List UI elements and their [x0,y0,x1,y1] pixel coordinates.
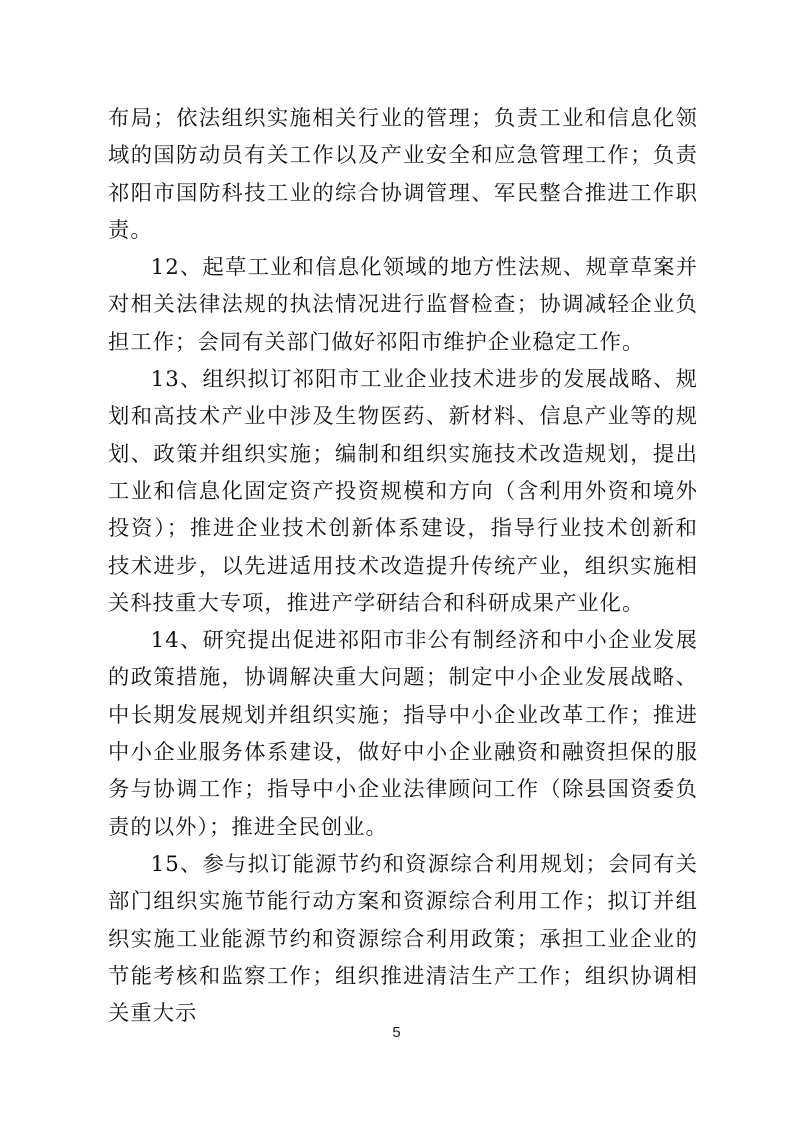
paragraph-item-12: 12、起草工业和信息化领域的地方性法规、规章草案并对相关法律法规的执法情况进行监督检查；协调减轻企业负担工作；会同有关部门做好祁阳市维护企业稳定工作。 [108,255,698,355]
paragraph-item-13: 13、组织拟订祁阳市工业企业技术进步的发展战略、规划和高技术产业中涉及生物医药、新材料、信息产业等的规划、政策并组织实施；编制和组织实施技术改造规划，提出工业和信息化固定资产投资规模和方向（含利用外资和境外投资）；推进企业技术创新体系建设，指导行业技术创新和技术进步，以先进适用技术改造提升传统产业，组织实施相关科技重大专项，推进产学研结合和科研成果产业化。 [108,367,698,616]
paragraph-item-14: 14、研究提出促进祁阳市非公有制经济和中小企业发展的政策措施，协调解决重大问题；制定中小企业发展战略、中长期发展规划并组织实施；指导中小企业改革工作；推进中小企业服务体系建设，做好中小企业融资和融资担保的服务与协调工作；指导中小企业法律顾问工作（除县国资委负责的以外）；推进全民创业。 [108,628,698,840]
page-number: 5 [392,1024,401,1041]
paragraph-continuation: 布局；依法组织实施相关行业的管理；负责工业和信息化领域的国防动员有关工作以及产业安全和应急管理工作；负责祁阳市国防科技工业的综合协调管理、军民整合推进工作职责。 [108,106,698,243]
document-body [108,100,698,1032]
paragraph-item-15: 15、参与拟订能源节约和资源综合利用规划；会同有关部门组织实施节能行动方案和资源综合利用工作；拟订并组织实施工业能源节约和资源综合利用政策；承担工业企业的节能考核和监察工作；组织推进清洁生产工作；组织协调相关重大示 [108,851,698,1027]
